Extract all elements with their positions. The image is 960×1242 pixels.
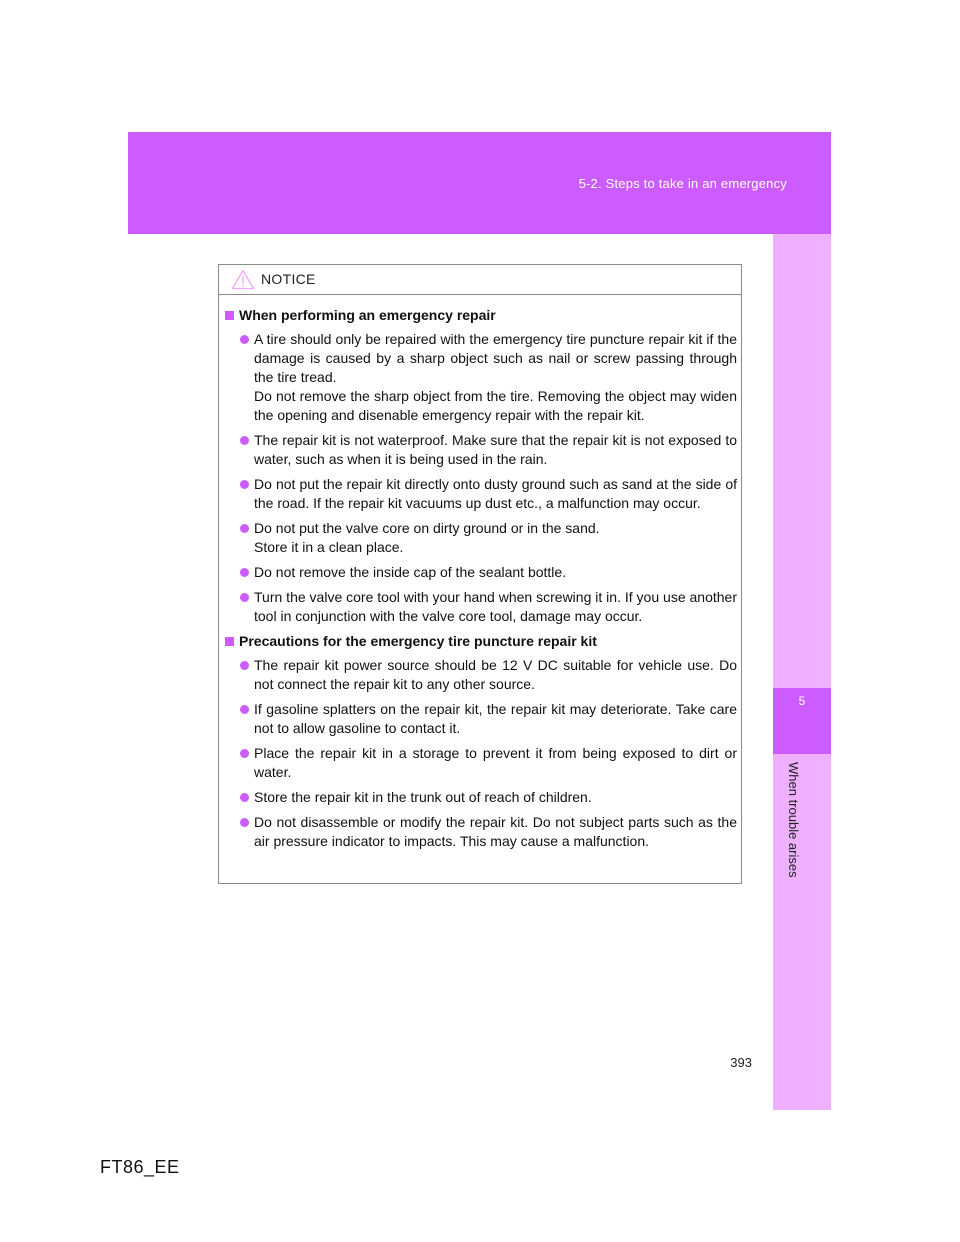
chapter-number: 5 xyxy=(798,694,806,708)
notice-item-text: The repair kit power source should be 12 V DC suitable for vehicle use. Do not connect the repair kit to any other source. xyxy=(254,657,737,692)
notice-item-text: Place the repair kit in a storage to prevent it from being exposed to dirt or water. xyxy=(254,745,737,780)
notice-item-text: Do not put the repair kit directly onto dusty ground such as sand at the side of the road. If the repair kit vacuums up dust etc., a malfunction may occur. xyxy=(254,476,737,511)
notice-item-text: A tire should only be repaired with the emergency tire puncture repair kit if the damage is caused by a sharp object such as nail or screw passing through the tire tread. xyxy=(254,331,737,385)
notice-list-item xyxy=(223,700,737,738)
notice-list-item xyxy=(223,431,737,469)
chapter-label-text: When trouble arises xyxy=(786,762,801,878)
section-title: 5-2. Steps to take in an emergency xyxy=(578,176,787,191)
notice-item-text: Turn the valve core tool with your hand when screwing it in. If you use another tool in conjunction with the valve core tool, damage may occur. xyxy=(254,589,737,624)
notice-list-item xyxy=(223,330,737,425)
notice-list-item xyxy=(223,588,737,626)
notice-item-text: Store the repair kit in the trunk out of reach of children. xyxy=(254,789,592,805)
notice-item-text: The repair kit is not waterproof. Make sure that the repair kit is not exposed to water, such as when it is being used in the rain. xyxy=(254,432,737,467)
round-bullet-icon xyxy=(240,749,249,758)
round-bullet-icon xyxy=(240,793,249,802)
page-number: 393 xyxy=(730,1055,752,1070)
notice-item-text: Do not remove the sharp object from the tire. Removing the object may widen the opening and disenable emergency repair with the repair kit. xyxy=(254,388,737,423)
notice-group-heading-text: When performing an emergency repair xyxy=(239,307,496,323)
notice-list-item xyxy=(223,788,737,807)
notice-item-text: Do not remove the inside cap of the sealant bottle. xyxy=(254,564,567,580)
notice-body xyxy=(219,295,741,851)
square-bullet-icon xyxy=(225,311,234,320)
notice-item-text: If gasoline splatters on the repair kit, the repair kit may deteriorate. Take care not to allow gasoline to contact it. xyxy=(254,701,737,736)
round-bullet-icon xyxy=(240,705,249,714)
notice-title: NOTICE xyxy=(261,271,316,287)
square-bullet-icon xyxy=(225,637,234,646)
round-bullet-icon xyxy=(240,436,249,445)
chapter-tab[interactable] xyxy=(773,688,831,754)
notice-list-item xyxy=(223,813,737,851)
round-bullet-icon xyxy=(240,661,249,670)
notice-item-text: Store it in a clean place. xyxy=(254,539,404,555)
notice-box xyxy=(218,264,742,884)
round-bullet-icon xyxy=(240,480,249,489)
warning-triangle-icon xyxy=(231,269,255,290)
notice-list-item xyxy=(223,475,737,513)
round-bullet-icon xyxy=(240,335,249,344)
notice-list-item xyxy=(223,744,737,782)
notice-header xyxy=(219,265,741,295)
notice-group-heading xyxy=(223,306,737,325)
round-bullet-icon xyxy=(240,524,249,533)
round-bullet-icon xyxy=(240,593,249,602)
notice-item-text: Do not put the valve core on dirty ground or in the sand. xyxy=(254,520,600,536)
round-bullet-icon xyxy=(240,568,249,577)
notice-list-item xyxy=(223,563,737,582)
notice-list-item xyxy=(223,519,737,557)
notice-list-item xyxy=(223,656,737,694)
notice-item-text: Do not disassemble or modify the repair kit. Do not subject parts such as the air pressure indicator to impacts. This may cause a malfunction. xyxy=(254,814,737,849)
document-code: FT86_EE xyxy=(100,1157,180,1177)
header-band xyxy=(128,132,831,234)
chapter-label xyxy=(786,762,816,892)
chapter-side-strip xyxy=(773,234,831,1110)
notice-group-heading xyxy=(223,632,737,651)
round-bullet-icon xyxy=(240,818,249,827)
notice-group-heading-text: Precautions for the emergency tire puncture repair kit xyxy=(239,633,597,649)
